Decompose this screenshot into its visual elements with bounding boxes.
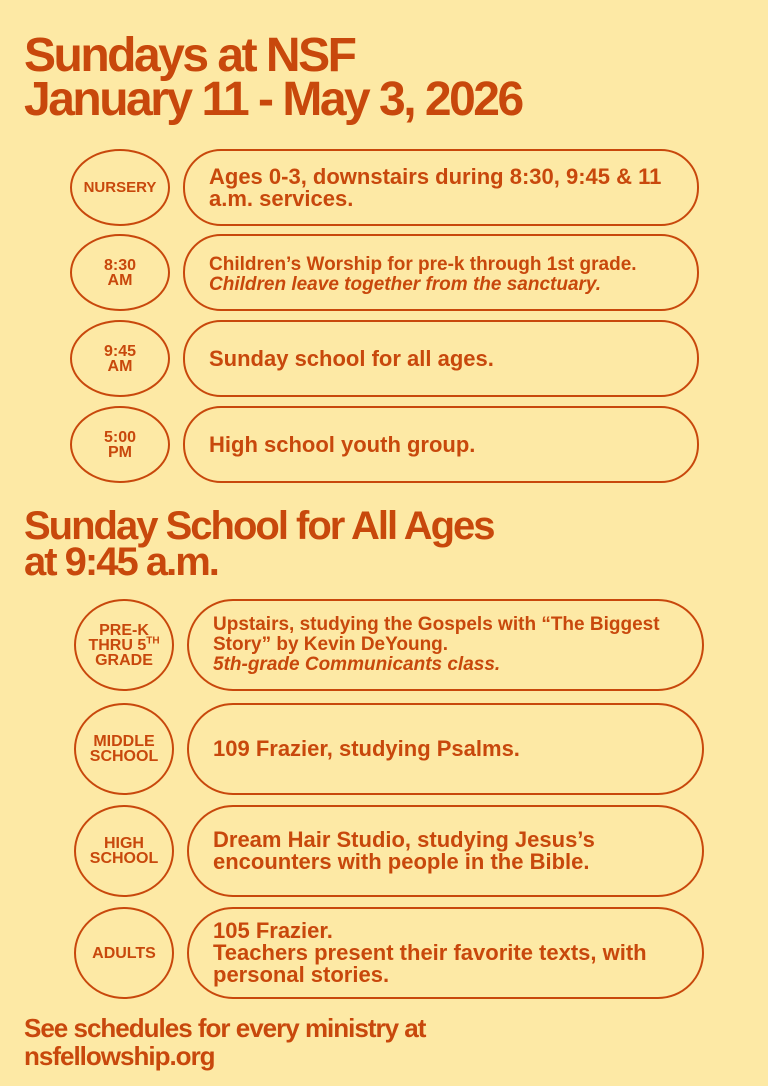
badge-label: SCHOOL <box>89 748 159 765</box>
badge-superscript: TH <box>146 635 160 647</box>
service-description <box>183 320 699 397</box>
description-text: Ages 0-3, downstairs during 8:30, 9:45 & 11 a.m. services. <box>209 163 662 211</box>
description-text: Children’s Worship for pre-k through 1st grade. <box>209 253 637 275</box>
badge-label: 8:30 <box>103 256 137 274</box>
time-badge <box>70 149 170 226</box>
description-text: Sunday school for all ages. <box>209 345 494 371</box>
title-line-2: January 11 - May 3, 2026 <box>24 73 522 126</box>
badge-label: NURSERY <box>83 179 157 196</box>
title-line-1: Sundays at NSF <box>24 29 355 82</box>
group-badge <box>74 907 174 999</box>
badge-label: 9:45 <box>103 342 137 360</box>
time-badge <box>70 234 170 311</box>
badge-label: ADULTS <box>92 944 156 962</box>
badge-label: AM <box>107 357 133 375</box>
page-title <box>24 29 522 126</box>
class-description <box>187 599 704 691</box>
badge-label: MIDDLE <box>93 733 155 750</box>
time-badge <box>70 406 170 483</box>
footer-line-1: See schedules for every ministry at <box>24 1013 426 1043</box>
class-description <box>187 907 704 999</box>
badge-label: 5:00 <box>103 428 137 446</box>
badge-label: AM <box>107 271 133 289</box>
group-badge <box>74 703 174 795</box>
group-badge <box>74 599 174 691</box>
badge-label: HIGH <box>103 835 144 852</box>
description-text: Upstairs, studying the Gospels with “The Biggest Story” by Kevin DeYoung. <box>213 614 660 655</box>
section-title <box>24 504 494 584</box>
group-badge <box>74 805 174 897</box>
footer-website: nsfellowship.org <box>24 1041 215 1071</box>
description-italic: Children leave together from the sanctuary. <box>209 273 602 295</box>
description-text: High school youth group. <box>209 431 476 457</box>
service-description <box>183 406 699 483</box>
badge-label: PM <box>108 443 132 461</box>
section-title-line-2: at 9:45 a.m. <box>24 540 218 584</box>
description-text: Dream Hair Studio, studying Jesus’s encounters with people in the Bible. <box>213 827 595 874</box>
service-description <box>183 234 699 311</box>
time-badge <box>70 320 170 397</box>
section-title-line-1: Sunday School for All Ages <box>24 504 494 548</box>
description-text: Teachers present their favorite texts, with personal stories. <box>213 940 647 987</box>
description-italic: 5th-grade Communicants class. <box>213 654 501 675</box>
class-description <box>187 703 704 795</box>
badge-label: GRADE <box>95 651 153 669</box>
description-text: 105 Frazier. <box>213 918 333 943</box>
class-description <box>187 805 704 897</box>
service-description <box>183 149 699 226</box>
description-text: 109 Frazier, studying Psalms. <box>213 736 520 761</box>
footer-note <box>24 1014 425 1070</box>
badge-label: PRE-K <box>99 621 149 639</box>
badge-label: SCHOOL <box>89 850 159 867</box>
badge-label: THRU 5 <box>88 636 147 654</box>
